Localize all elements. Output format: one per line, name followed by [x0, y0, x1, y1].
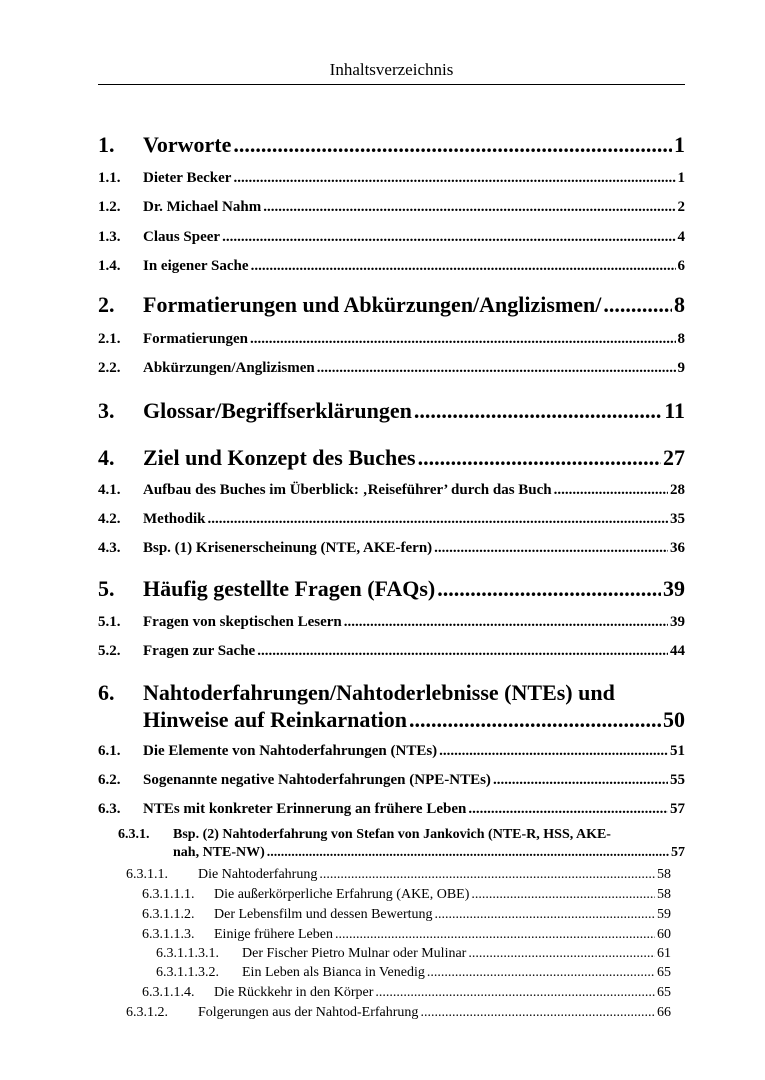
toc-entry-1-1[interactable]	[98, 170, 685, 187]
toc-number: 6.	[98, 680, 115, 705]
toc-title: Formatierungen und Abkürzungen/Anglizismen/	[143, 292, 602, 317]
toc-entry-4-3[interactable]	[98, 540, 685, 557]
toc-leader	[257, 643, 668, 660]
toc-page: 55	[670, 772, 685, 788]
toc-number: 4.1.	[98, 482, 121, 498]
toc-leader	[603, 292, 672, 318]
toc-entry-6-3-1-1[interactable]	[126, 867, 671, 883]
toc-page: 39	[670, 614, 685, 630]
toc-title: Fragen von skeptischen Lesern	[143, 614, 342, 630]
toc-number: 6.3.1.1.4.	[142, 985, 195, 1000]
toc-title: Häufig gestellte Fragen (FAQs)	[143, 576, 436, 601]
toc-page: 58	[657, 887, 671, 902]
toc-page: 1	[674, 132, 685, 157]
toc-number: 6.3.1.1.3.2.	[156, 965, 219, 980]
toc-leader	[251, 258, 676, 275]
toc-page: 1	[677, 170, 685, 186]
toc-leader	[439, 743, 668, 760]
toc-number: 1.1.	[98, 170, 121, 186]
toc-number: 2.1.	[98, 331, 121, 347]
toc-title: Einige frühere Leben	[214, 927, 333, 942]
toc-page: 9	[677, 360, 685, 376]
toc-leader	[468, 946, 655, 962]
toc-entry-5-2[interactable]	[98, 643, 685, 660]
toc-number: 1.4.	[98, 258, 121, 274]
toc-entry-6-3-1-1-3-2[interactable]	[156, 965, 671, 981]
toc-title: Nahtoderfahrungen/Nahtoderlebnisse (NTEs) und	[143, 680, 615, 705]
toc-page: 28	[670, 482, 685, 498]
toc-title: Sogenannte negative Nahtoderfahrungen (NPE-NTEs)	[143, 772, 491, 788]
toc-number: 6.3.1.	[118, 827, 150, 842]
toc-entry-4-2[interactable]	[98, 511, 685, 528]
toc-number: 6.3.1.1.3.1.	[156, 946, 219, 961]
toc-page: 39	[663, 576, 685, 601]
toc-leader	[493, 772, 668, 789]
toc-page: 11	[664, 398, 685, 423]
toc-leader	[427, 965, 655, 981]
toc-title: Hinweise auf Reinkarnation	[143, 707, 408, 732]
toc-page: 65	[657, 965, 671, 980]
toc-page: 60	[657, 927, 671, 942]
toc-page: 57	[670, 801, 685, 817]
toc-leader	[208, 511, 668, 528]
toc-leader	[319, 867, 655, 883]
toc-title: In eigener Sache	[143, 258, 249, 274]
toc-number: 4.3.	[98, 540, 121, 556]
toc-title: Claus Speer	[143, 229, 221, 245]
toc-page: 35	[670, 511, 685, 527]
toc-entry-2-2[interactable]	[98, 360, 685, 377]
toc-entry-6-3[interactable]	[98, 801, 685, 818]
toc-page: 57	[671, 845, 685, 860]
toc-entry-6-3-1[interactable]	[173, 845, 685, 861]
toc-entry-6-3-1-1-3-1[interactable]	[156, 946, 671, 962]
toc-number: 1.2.	[98, 199, 121, 215]
toc-entry-3[interactable]	[98, 398, 685, 424]
toc-leader	[437, 576, 661, 602]
toc-leader	[344, 614, 668, 631]
toc-number: 4.	[98, 445, 115, 470]
toc-page: 59	[657, 907, 671, 922]
toc-leader	[414, 398, 662, 424]
toc-leader	[468, 801, 668, 818]
toc-page: 65	[657, 985, 671, 1000]
toc-page: 36	[670, 540, 685, 556]
toc-leader	[335, 927, 655, 943]
toc-number: 6.3.1.1.	[126, 867, 168, 882]
toc-number: 2.	[98, 292, 115, 317]
toc-leader	[233, 132, 672, 158]
toc-leader	[434, 540, 668, 557]
toc-number: 1.	[98, 132, 115, 157]
toc-entry-1-4[interactable]	[98, 258, 685, 275]
toc-leader	[409, 707, 661, 733]
toc-title: Aufbau des Buches im Überblick: ‚Reiseführer’ durch das Buch	[143, 482, 552, 498]
toc-number: 6.3.1.1.2.	[142, 907, 195, 922]
toc-leader	[435, 907, 656, 923]
toc-leader	[420, 1005, 655, 1021]
toc-number: 4.2.	[98, 511, 121, 527]
toc-page: 6	[677, 258, 685, 274]
toc-page: 51	[670, 743, 685, 759]
toc-entry-2-1[interactable]	[98, 331, 685, 348]
toc-title: Vorworte	[143, 132, 232, 157]
toc-entry-1[interactable]	[98, 132, 685, 158]
toc-leader	[471, 887, 655, 903]
toc-title: Dieter Becker	[143, 170, 232, 186]
toc-title: NTEs mit konkreter Erinnerung an frühere Leben	[143, 801, 467, 817]
toc-title: Die außerkörperliche Erfahrung (AKE, OBE)	[214, 887, 470, 902]
toc-entry-5[interactable]	[98, 576, 685, 602]
toc-entry-6-line1[interactable]	[98, 680, 685, 706]
toc-leader	[250, 331, 676, 348]
toc-number: 3.	[98, 398, 115, 423]
toc-entry-6-3-1-1-3[interactable]	[142, 927, 671, 943]
toc-title: Die Elemente von Nahtoderfahrungen (NTEs)	[143, 743, 438, 759]
toc-page: 61	[657, 946, 671, 961]
toc-entry-6-3-1-1-2[interactable]	[142, 907, 671, 923]
toc-entry-6[interactable]	[143, 707, 685, 733]
toc-title: Der Lebensfilm und dessen Bewertung	[214, 907, 433, 922]
toc-page: 4	[677, 229, 685, 245]
toc-title: Bsp. (2) Nahtoderfahrung von Stefan von Jankovich (NTE-R, HSS, AKE-	[173, 827, 611, 842]
toc-entry-6-3-1-line1[interactable]	[118, 827, 685, 843]
toc-entry-6-2[interactable]	[98, 772, 685, 789]
toc-title: Die Nahtoderfahrung	[198, 867, 318, 882]
toc-leader	[233, 170, 675, 187]
toc-number: 6.3.	[98, 801, 121, 817]
toc-title: Methodik	[143, 511, 206, 527]
toc-leader	[375, 985, 655, 1001]
toc-entry-5-1[interactable]	[98, 614, 685, 631]
header-rule	[98, 84, 685, 85]
toc-title: Abkürzungen/Anglizismen	[143, 360, 315, 376]
toc-entry-6-3-1-2[interactable]	[126, 1005, 671, 1021]
toc-number: 6.3.1.1.1.	[142, 887, 195, 902]
toc-title: Formatierungen	[143, 331, 248, 347]
toc-entry-6-3-1-1-4[interactable]	[142, 985, 671, 1001]
toc-number: 2.2.	[98, 360, 121, 376]
toc-number: 6.2.	[98, 772, 121, 788]
toc-title: nah, NTE-NW)	[173, 845, 265, 860]
toc-title: Dr. Michael Nahm	[143, 199, 262, 215]
toc-title: Glossar/Begriffserklärungen	[143, 398, 412, 423]
toc-leader	[263, 199, 675, 216]
toc-page: 44	[670, 643, 685, 659]
toc-page: 27	[663, 445, 685, 470]
toc-entry-1-2[interactable]	[98, 199, 685, 216]
toc-title: Der Fischer Pietro Mulnar oder Mulinar	[242, 946, 467, 961]
toc-leader	[554, 482, 668, 499]
toc-leader	[418, 445, 661, 471]
toc-entry-4[interactable]	[98, 445, 685, 471]
toc-title: Folgerungen aus der Nahtod-Erfahrung	[198, 1005, 419, 1020]
toc-title: Ziel und Konzept des Buches	[143, 445, 416, 470]
toc-number: 5.2.	[98, 643, 121, 659]
toc-page: 8	[674, 292, 685, 317]
toc-page: 58	[657, 867, 671, 882]
toc-entry-2[interactable]	[98, 292, 685, 318]
toc-number: 5.	[98, 576, 115, 601]
toc-number: 6.3.1.2.	[126, 1005, 168, 1020]
toc-leader	[222, 229, 675, 246]
toc-leader	[267, 845, 669, 861]
toc-page: 66	[657, 1005, 671, 1020]
toc-entry-4-1[interactable]	[98, 482, 685, 499]
toc-page: 8	[677, 331, 685, 347]
page-header-title: Inhaltsverzeichnis	[329, 60, 454, 79]
toc-number: 5.1.	[98, 614, 121, 630]
toc-entry-6-1[interactable]	[98, 743, 685, 760]
toc-entry-1-3[interactable]	[98, 229, 685, 246]
toc-title: Die Rückkehr in den Körper	[214, 985, 374, 1000]
toc-title: Fragen zur Sache	[143, 643, 256, 659]
toc-page: 2	[677, 199, 685, 215]
toc-title: Bsp. (1) Krisenerscheinung (NTE, AKE-fern)	[143, 540, 433, 556]
toc-number: 1.3.	[98, 229, 121, 245]
toc-title: Ein Leben als Bianca in Venedig	[242, 965, 425, 980]
toc-page: 50	[663, 707, 685, 732]
toc-number: 6.1.	[98, 743, 121, 759]
toc-leader	[317, 360, 676, 377]
toc-number: 6.3.1.1.3.	[142, 927, 195, 942]
toc-entry-6-3-1-1-1[interactable]	[142, 887, 671, 903]
